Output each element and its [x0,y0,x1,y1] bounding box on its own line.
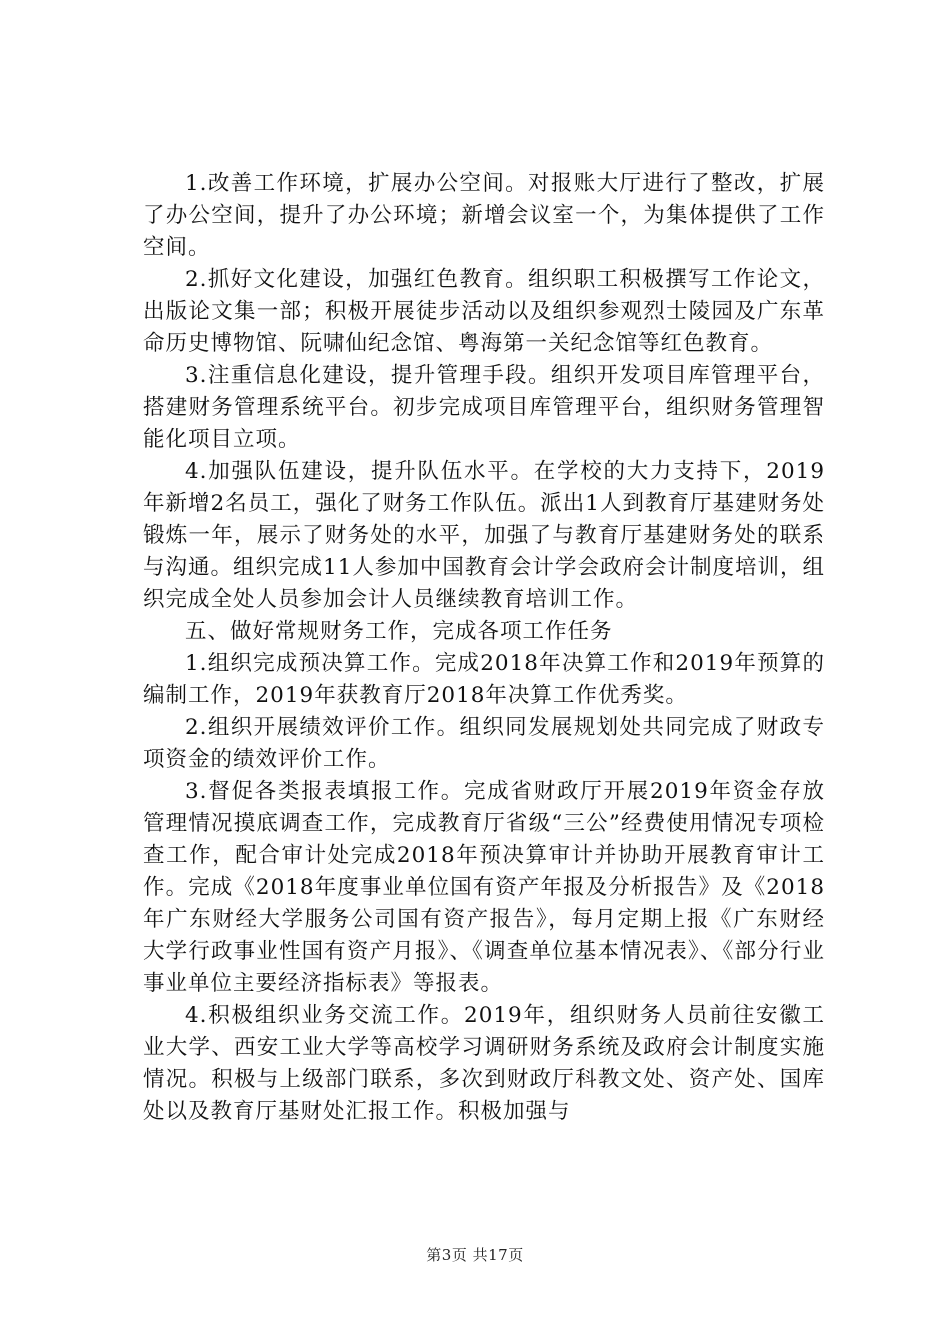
paragraph-business-exchange: 4.积极组织业务交流工作。2019年，组织财务人员前往安徽工业大学、西安工业大学等高校学习调研财务系统及政府会计制度实施情况。积极与上级部门联系，多次到财政厅科教文处、资产处、国库处以及教育厅基财处汇报工作。积极加强与 [143,1003,825,1124]
paragraph-report-filing: 3.督促各类报表填报工作。完成省财政厅开展2019年资金存放管理情况摸底调查工作，完成教育厅省级“三公”经费使用情况专项检查工作，配合审计处完成2018年预决算审计并协助开展教育审计工作。完成《2018年度事业单位国有资产年报及分析报告》及《2018年广东财经大学服务公司国有资产报告》，每月定期上报《广东财经大学行政事业性国有资产月报》、《调查单位基本情况表》、《部分行业事业单位主要经济指标表》等报表。 [143,779,825,996]
paragraph-culture-building: 2.抓好文化建设，加强红色教育。组织职工积极撰写工作论文，出版论文集一部；积极开展徒步活动以及组织参观烈士陵园及广东革命历史博物馆、阮啸仙纪念馆、粤海第一关纪念馆等红色教育。 [143,267,825,356]
section-heading-routine-finance: 五、做好常规财务工作，完成各项工作任务 [185,619,613,644]
page-footer: 第3页 共17页 [426,1246,524,1264]
paragraph-team-building: 4.加强队伍建设，提升队伍水平。在学校的大力支持下，2019年新增2名员工，强化了财务工作队伍。派出1人到教育厅基建财务处锻炼一年，展示了财务处的水平，加强了与教育厅基建财务处的联系与沟通。组织完成11人参加中国教育会计学会政府会计制度培训，组织完成全处人员参加会计人员继续教育培训工作。 [143,459,825,612]
paragraph-informatization: 3.注重信息化建设，提升管理手段。组织开发项目库管理平台，搭建财务管理系统平台。初步完成项目库管理平台，组织财务管理智能化项目立项。 [143,363,825,452]
paragraph-performance-evaluation: 2.组织开展绩效评价工作。组织同发展规划处共同完成了财政专项资金的绩效评价工作。 [143,715,825,772]
paragraph-budget-final-accounts: 1.组织完成预决算工作。完成2018年决算工作和2019年预算的编制工作，2019年获教育厅2018年决算工作优秀奖。 [143,651,825,708]
paragraph-improve-environment: 1.改善工作环境，扩展办公空间。对报账大厅进行了整改，扩展了办公空间，提升了办公环境；新增会议室一个，为集体提供了工作空间。 [143,171,825,260]
document-body [143,168,825,1128]
